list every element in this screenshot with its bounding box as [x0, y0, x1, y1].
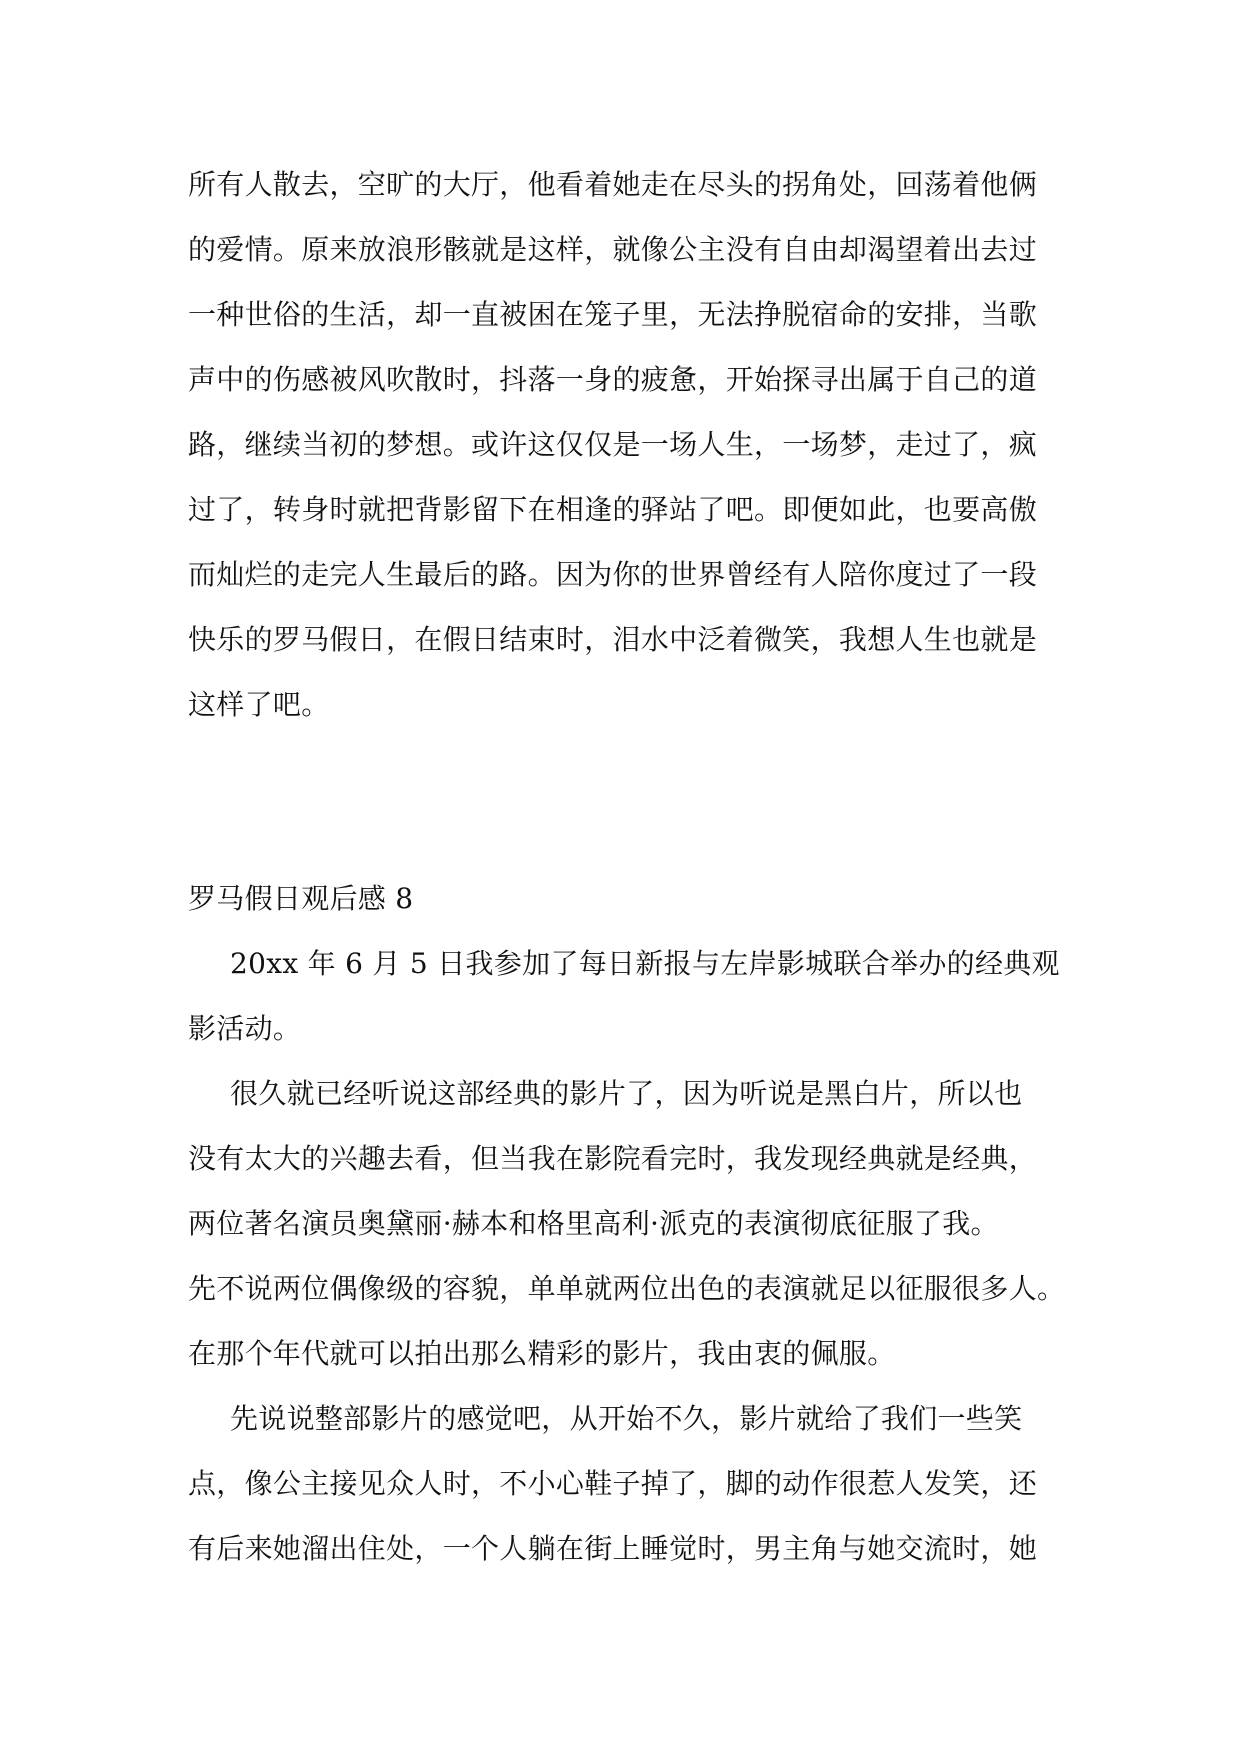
text-line: 而灿烂的走完人生最后的路。因为你的世界曾经有人陪你度过了一段	[188, 558, 1038, 591]
text-line: 20xx 年 6 月 5 日我参加了每日新报与左岸影城联合举办的经典观	[230, 947, 1060, 980]
text-line: 先说说整部影片的感觉吧，从开始不久，影片就给了我们一些笑	[230, 1402, 1023, 1435]
text-line: 过了，转身时就把背影留下在相逢的驿站了吧。即便如此，也要高傲	[188, 493, 1038, 526]
text-line: 两位著名演员奥黛丽·赫本和格里高利·派克的表演彻底征服了我。	[188, 1207, 999, 1240]
text-line: 声中的伤感被风吹散时，抖落一身的疲惫，开始探寻出属于自己的道	[188, 363, 1038, 396]
text-line: 的爱情。原来放浪形骸就是这样，就像公主没有自由却渴望着出去过	[188, 233, 1038, 266]
text-line: 这样了吧。	[188, 688, 330, 721]
section-title: 罗马假日观后感 8	[188, 882, 414, 915]
text-line: 有后来她溜出住处，一个人躺在街上睡觉时，男主角与她交流时，她	[188, 1532, 1038, 1565]
text-line: 没有太大的兴趣去看，但当我在影院看完时，我发现经典就是经典，	[188, 1142, 1038, 1175]
text-line: 所有人散去，空旷的大厅，他看着她走在尽头的拐角处，回荡着他俩	[188, 168, 1038, 201]
text-line: 在那个年代就可以拍出那么精彩的影片，我由衷的佩服。	[188, 1337, 896, 1370]
text-line: 一种世俗的生活，却一直被困在笼子里，无法挣脱宿命的安排，当歌	[188, 298, 1038, 331]
text-line: 先不说两位偶像级的容貌，单单就两位出色的表演就足以征服很多人。	[188, 1272, 1066, 1305]
text-line: 路，继续当初的梦想。或许这仅仅是一场人生，一场梦，走过了，疯	[188, 428, 1038, 461]
text-line: 很久就已经听说这部经典的影片了，因为听说是黑白片，所以也	[230, 1077, 1023, 1110]
text-line: 影活动。	[188, 1012, 302, 1045]
text-line: 点，像公主接见众人时，不小心鞋子掉了，脚的动作很惹人发笑，还	[188, 1467, 1038, 1500]
text-line: 快乐的罗马假日，在假日结束时，泪水中泛着微笑，我想人生也就是	[188, 623, 1038, 656]
